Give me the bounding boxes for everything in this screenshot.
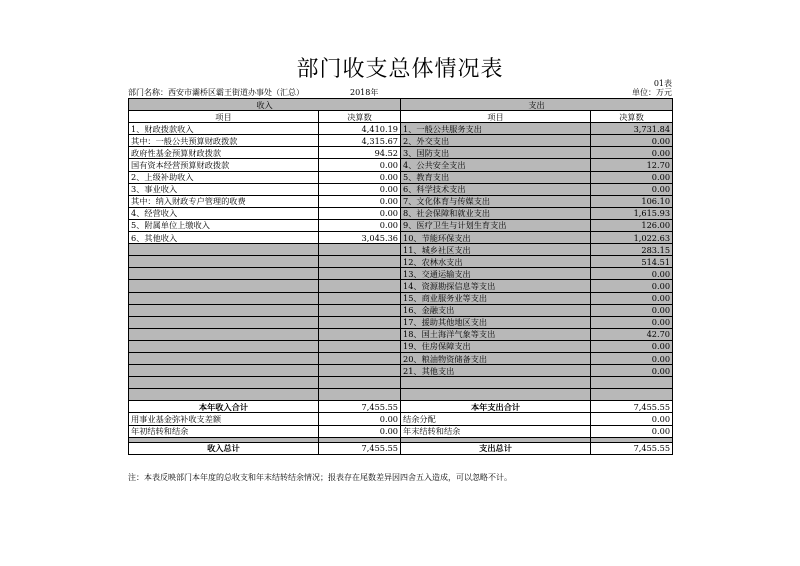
blank-cell xyxy=(591,389,673,401)
income-grand-total-value: 7,455.55 xyxy=(319,442,401,454)
income-amount-cell xyxy=(319,304,401,316)
expense-amount-cell: 0.00 xyxy=(591,352,673,364)
unit-label: 单位：万元 xyxy=(632,88,672,97)
expense-item-cell: 19、住房保障支出 xyxy=(401,340,591,352)
expense-total-label: 结余分配 xyxy=(401,413,591,425)
expense-item-cell: 1、一般公共服务支出 xyxy=(401,123,591,135)
income-item-cell: 其中：纳入财政专户管理的收费 xyxy=(129,195,319,207)
expense-amount-cell: 0.00 xyxy=(591,135,673,147)
income-item-cell: 6、其他收入 xyxy=(129,232,319,244)
income-total-value: 0.00 xyxy=(319,413,401,425)
expense-item-cell: 18、国土海洋气象等支出 xyxy=(401,328,591,340)
expense-amount-cell: 126.00 xyxy=(591,219,673,231)
expense-item-cell: 9、医疗卫生与计划生育支出 xyxy=(401,219,591,231)
blank-row xyxy=(129,389,673,401)
expense-item-cell: 7、文化体育与传媒支出 xyxy=(401,195,591,207)
table-row xyxy=(129,365,673,377)
table-row xyxy=(129,232,673,244)
expense-item-cell: 12、农林水支出 xyxy=(401,256,591,268)
income-amount-cell: 0.00 xyxy=(319,195,401,207)
income-total-label: 年初结转和结余 xyxy=(129,425,319,437)
blank-cell xyxy=(319,389,401,401)
income-item-cell xyxy=(129,268,319,280)
report-year: 2018年 xyxy=(350,88,379,97)
expense-amount-cell: 1,615.93 xyxy=(591,207,673,219)
expense-item-cell: 13、交通运输支出 xyxy=(401,268,591,280)
income-total-value: 7,455.55 xyxy=(319,401,401,413)
expense-amount-cell: 0.00 xyxy=(591,316,673,328)
expense-amount-cell: 3,731.84 xyxy=(591,123,673,135)
income-item-cell: 3、事业收入 xyxy=(129,183,319,195)
income-amount-cell xyxy=(319,280,401,292)
income-amount-cell xyxy=(319,292,401,304)
expense-total-value: 0.00 xyxy=(591,413,673,425)
table-row xyxy=(129,183,673,195)
income-item-cell xyxy=(129,365,319,377)
expense-amount-cell: 12.70 xyxy=(591,159,673,171)
expense-total-label: 本年支出合计 xyxy=(401,401,591,413)
expense-amount-cell: 0.00 xyxy=(591,365,673,377)
expense-amount-cell: 283.15 xyxy=(591,244,673,256)
table-row xyxy=(129,195,673,207)
expense-item-cell: 4、公共安全支出 xyxy=(401,159,591,171)
expense-amount-cell: 42.70 xyxy=(591,328,673,340)
info-line xyxy=(128,87,672,98)
expense-amount-cell: 0.00 xyxy=(591,280,673,292)
income-amount-cell: 0.00 xyxy=(319,183,401,195)
income-amount-cell: 4,315.67 xyxy=(319,135,401,147)
expense-amount-cell: 106.10 xyxy=(591,195,673,207)
blank-cell xyxy=(319,377,401,389)
expense-amount-cell: 0.00 xyxy=(591,304,673,316)
footnote: 注：本表反映部门本年度的总收支和年末结转结余情况；报表存在尾数差异因四舍五入造成，可以忽略不计。 xyxy=(128,473,512,482)
table-row xyxy=(129,256,673,268)
expense-grand-total-label: 支出总计 xyxy=(401,442,591,454)
expense-item-cell: 20、粮油物资储备支出 xyxy=(401,352,591,364)
income-total-label: 用事业基金弥补收支差额 xyxy=(129,413,319,425)
expense-total-value: 0.00 xyxy=(591,425,673,437)
income-amount-cell: 0.00 xyxy=(319,207,401,219)
table-row xyxy=(129,292,673,304)
blank-cell xyxy=(401,377,591,389)
expense-item-cell: 17、援助其他地区支出 xyxy=(401,316,591,328)
table-row xyxy=(129,171,673,183)
table-row xyxy=(129,340,673,352)
income-item-cell xyxy=(129,352,319,364)
department-name: 部门名称：西安市灞桥区霸王街道办事处（汇总） xyxy=(128,88,304,97)
table-row xyxy=(129,280,673,292)
blank-row xyxy=(129,377,673,389)
expense-item-cell: 15、商业服务业等支出 xyxy=(401,292,591,304)
income-amount-cell: 4,410.19 xyxy=(319,123,401,135)
expense-total-label: 年末结转和结余 xyxy=(401,425,591,437)
expense-amount-cell: 0.00 xyxy=(591,171,673,183)
table-row xyxy=(129,135,673,147)
expense-total-value: 7,455.55 xyxy=(591,401,673,413)
table-row xyxy=(129,159,673,171)
expense-item-cell: 2、外交支出 xyxy=(401,135,591,147)
expense-amount-header: 决算数 xyxy=(591,111,673,123)
blank-cell xyxy=(591,377,673,389)
income-item-cell xyxy=(129,292,319,304)
table-row xyxy=(129,316,673,328)
income-amount-cell: 3,045.36 xyxy=(319,232,401,244)
column-header-row xyxy=(129,111,673,123)
income-total-value: 0.00 xyxy=(319,425,401,437)
expense-item-cell: 10、节能环保支出 xyxy=(401,232,591,244)
expense-amount-cell: 0.00 xyxy=(591,340,673,352)
blank-cell xyxy=(129,377,319,389)
income-item-cell xyxy=(129,328,319,340)
income-amount-cell xyxy=(319,340,401,352)
expense-amount-cell: 0.00 xyxy=(591,292,673,304)
income-item-cell: 政府性基金预算财政拨款 xyxy=(129,147,319,159)
expense-amount-cell: 514.51 xyxy=(591,256,673,268)
income-item-cell xyxy=(129,316,319,328)
expense-item-cell: 11、城乡社区支出 xyxy=(401,244,591,256)
income-item-cell xyxy=(129,304,319,316)
fund-row xyxy=(129,413,673,425)
expense-item-cell: 14、资源勘探信息等支出 xyxy=(401,280,591,292)
income-grand-total-label: 收入总计 xyxy=(129,442,319,454)
income-item-cell xyxy=(129,340,319,352)
income-item-cell: 其中：一般公共预算财政拨款 xyxy=(129,135,319,147)
income-amount-cell xyxy=(319,352,401,364)
table-row xyxy=(129,328,673,340)
income-item-header: 项目 xyxy=(129,111,319,123)
expense-amount-cell: 0.00 xyxy=(591,268,673,280)
income-item-cell xyxy=(129,256,319,268)
form-number: 01表 xyxy=(653,79,672,88)
income-amount-cell xyxy=(319,365,401,377)
expense-amount-cell: 0.00 xyxy=(591,147,673,159)
income-amount-cell: 0.00 xyxy=(319,219,401,231)
income-amount-cell: 94.52 xyxy=(319,147,401,159)
table-row xyxy=(129,219,673,231)
income-item-cell: 2、上级补助收入 xyxy=(129,171,319,183)
expense-item-cell: 6、科学技术支出 xyxy=(401,183,591,195)
section-header-row xyxy=(129,99,673,111)
income-item-cell xyxy=(129,244,319,256)
table-row xyxy=(129,123,673,135)
expense-item-cell: 21、其他支出 xyxy=(401,365,591,377)
income-item-cell xyxy=(129,280,319,292)
income-amount-cell xyxy=(319,328,401,340)
expense-amount-cell: 1,022.63 xyxy=(591,232,673,244)
table-row xyxy=(129,207,673,219)
expense-item-cell: 3、国防支出 xyxy=(401,147,591,159)
income-amount-cell xyxy=(319,316,401,328)
income-item-cell: 国有资本经营预算财政拨款 xyxy=(129,159,319,171)
table-row xyxy=(129,304,673,316)
expense-item-cell: 16、金融支出 xyxy=(401,304,591,316)
blank-cell xyxy=(401,389,591,401)
income-header: 收入 xyxy=(129,99,401,111)
grand-total-row xyxy=(129,442,673,454)
income-amount-cell: 0.00 xyxy=(319,171,401,183)
budget-table xyxy=(128,98,673,455)
income-amount-header: 决算数 xyxy=(319,111,401,123)
year-total-row xyxy=(129,401,673,413)
blank-cell xyxy=(129,389,319,401)
income-amount-cell xyxy=(319,244,401,256)
expense-grand-total-value: 7,455.55 xyxy=(591,442,673,454)
expense-amount-cell: 0.00 xyxy=(591,183,673,195)
income-amount-cell: 0.00 xyxy=(319,159,401,171)
income-item-cell: 5、附属单位上缴收入 xyxy=(129,219,319,231)
table-row xyxy=(129,268,673,280)
expense-header: 支出 xyxy=(401,99,673,111)
page-title: 部门收支总体情况表 xyxy=(296,57,504,82)
income-amount-cell xyxy=(319,268,401,280)
income-item-cell: 1、财政拨款收入 xyxy=(129,123,319,135)
income-item-cell: 4、经营收入 xyxy=(129,207,319,219)
table-row xyxy=(129,147,673,159)
carryover-row xyxy=(129,425,673,437)
expense-item-cell: 8、社会保障和就业支出 xyxy=(401,207,591,219)
income-total-label: 本年收入合计 xyxy=(129,401,319,413)
expense-item-cell: 5、教育支出 xyxy=(401,171,591,183)
table-row xyxy=(129,244,673,256)
income-amount-cell xyxy=(319,256,401,268)
expense-item-header: 项目 xyxy=(401,111,591,123)
table-row xyxy=(129,352,673,364)
